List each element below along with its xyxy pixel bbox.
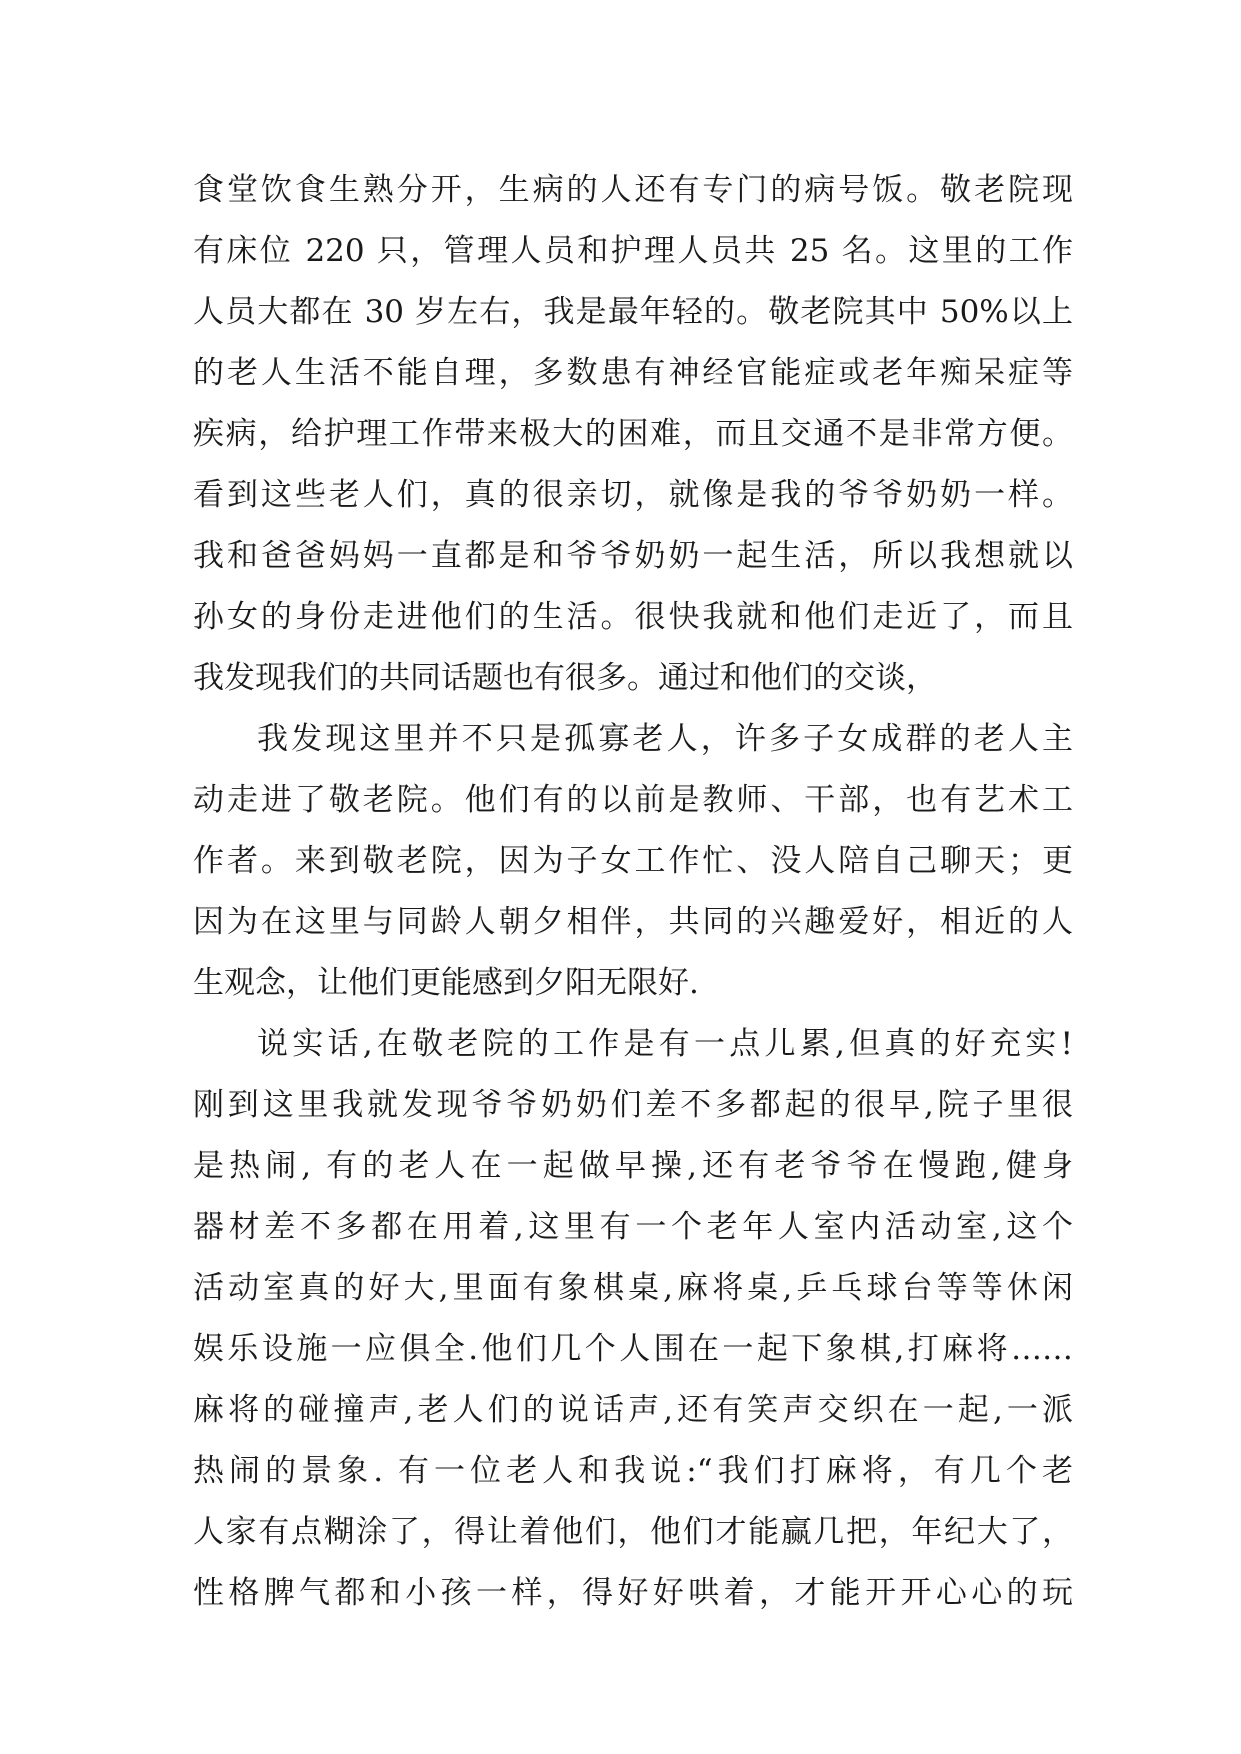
text-line: 有床位 220 只，管理人员和护理人员共 25 名。这里的工作 (193, 233, 1073, 269)
text-line: 人家有点糊涂了，得让着他们，他们才能赢几把，年纪大了， (193, 1514, 1073, 1550)
text-line: 热闹的景象. 有一位老人和我说:“我们打麻将，有几个老 (193, 1453, 1073, 1489)
text-line: 麻将的碰撞声,老人们的说话声,还有笑声交织在一起,一派 (193, 1392, 1073, 1428)
text-line: 生观念，让他们更能感到夕阳无限好. (193, 965, 699, 1001)
text-line: 我和爸爸妈妈一直都是和爷爷奶奶一起生活，所以我想就以 (193, 538, 1073, 574)
text-line: 娱乐设施一应俱全.他们几个人围在一起下象棋,打麻将…… (193, 1331, 1073, 1367)
paragraph-first-line: 说实话,在敬老院的工作是有一点儿累,但真的好充实! (257, 1026, 1073, 1062)
body-text (193, 160, 1073, 1624)
text-line: 刚到这里我就发现爷爷奶奶们差不多都起的很早,院子里很 (193, 1087, 1073, 1123)
text-line: 性格脾气都和小孩一样，得好好哄着，才能开开心心的玩 (193, 1575, 1073, 1611)
text-line: 看到这些老人们，真的很亲切，就像是我的爷爷奶奶一样。 (193, 477, 1073, 513)
text-line: 器材差不多都在用着,这里有一个老年人室内活动室,这个 (193, 1209, 1073, 1245)
text-line: 我发现我们的共同话题也有很多。通过和他们的交谈， (193, 660, 937, 696)
text-line: 因为在这里与同龄人朝夕相伴，共同的兴趣爱好，相近的人 (193, 904, 1073, 940)
text-line: 疾病，给护理工作带来极大的困难，而且交通不是非常方便。 (193, 416, 1073, 452)
text-line: 食堂饮食生熟分开，生病的人还有专门的病号饭。敬老院现 (193, 172, 1073, 208)
text-line: 的老人生活不能自理，多数患有神经官能症或老年痴呆症等 (193, 355, 1073, 391)
text-line: 动走进了敬老院。他们有的以前是教师、干部，也有艺术工 (193, 782, 1073, 818)
text-line: 是热闹, 有的老人在一起做早操,还有老爷爷在慢跑,健身 (193, 1148, 1073, 1184)
text-line: 人员大都在 30 岁左右，我是最年轻的。敬老院其中 50%以上 (193, 294, 1073, 330)
text-line: 活动室真的好大,里面有象棋桌,麻将桌,乒乓球台等等休闲 (193, 1270, 1073, 1306)
text-line: 作者。来到敬老院，因为子女工作忙、没人陪自己聊天；更 (193, 843, 1073, 879)
paragraph-first-line: 我发现这里并不只是孤寡老人，许多子女成群的老人主 (257, 721, 1073, 757)
text-line: 孙女的身份走进他们的生活。很快我就和他们走近了，而且 (193, 599, 1073, 635)
